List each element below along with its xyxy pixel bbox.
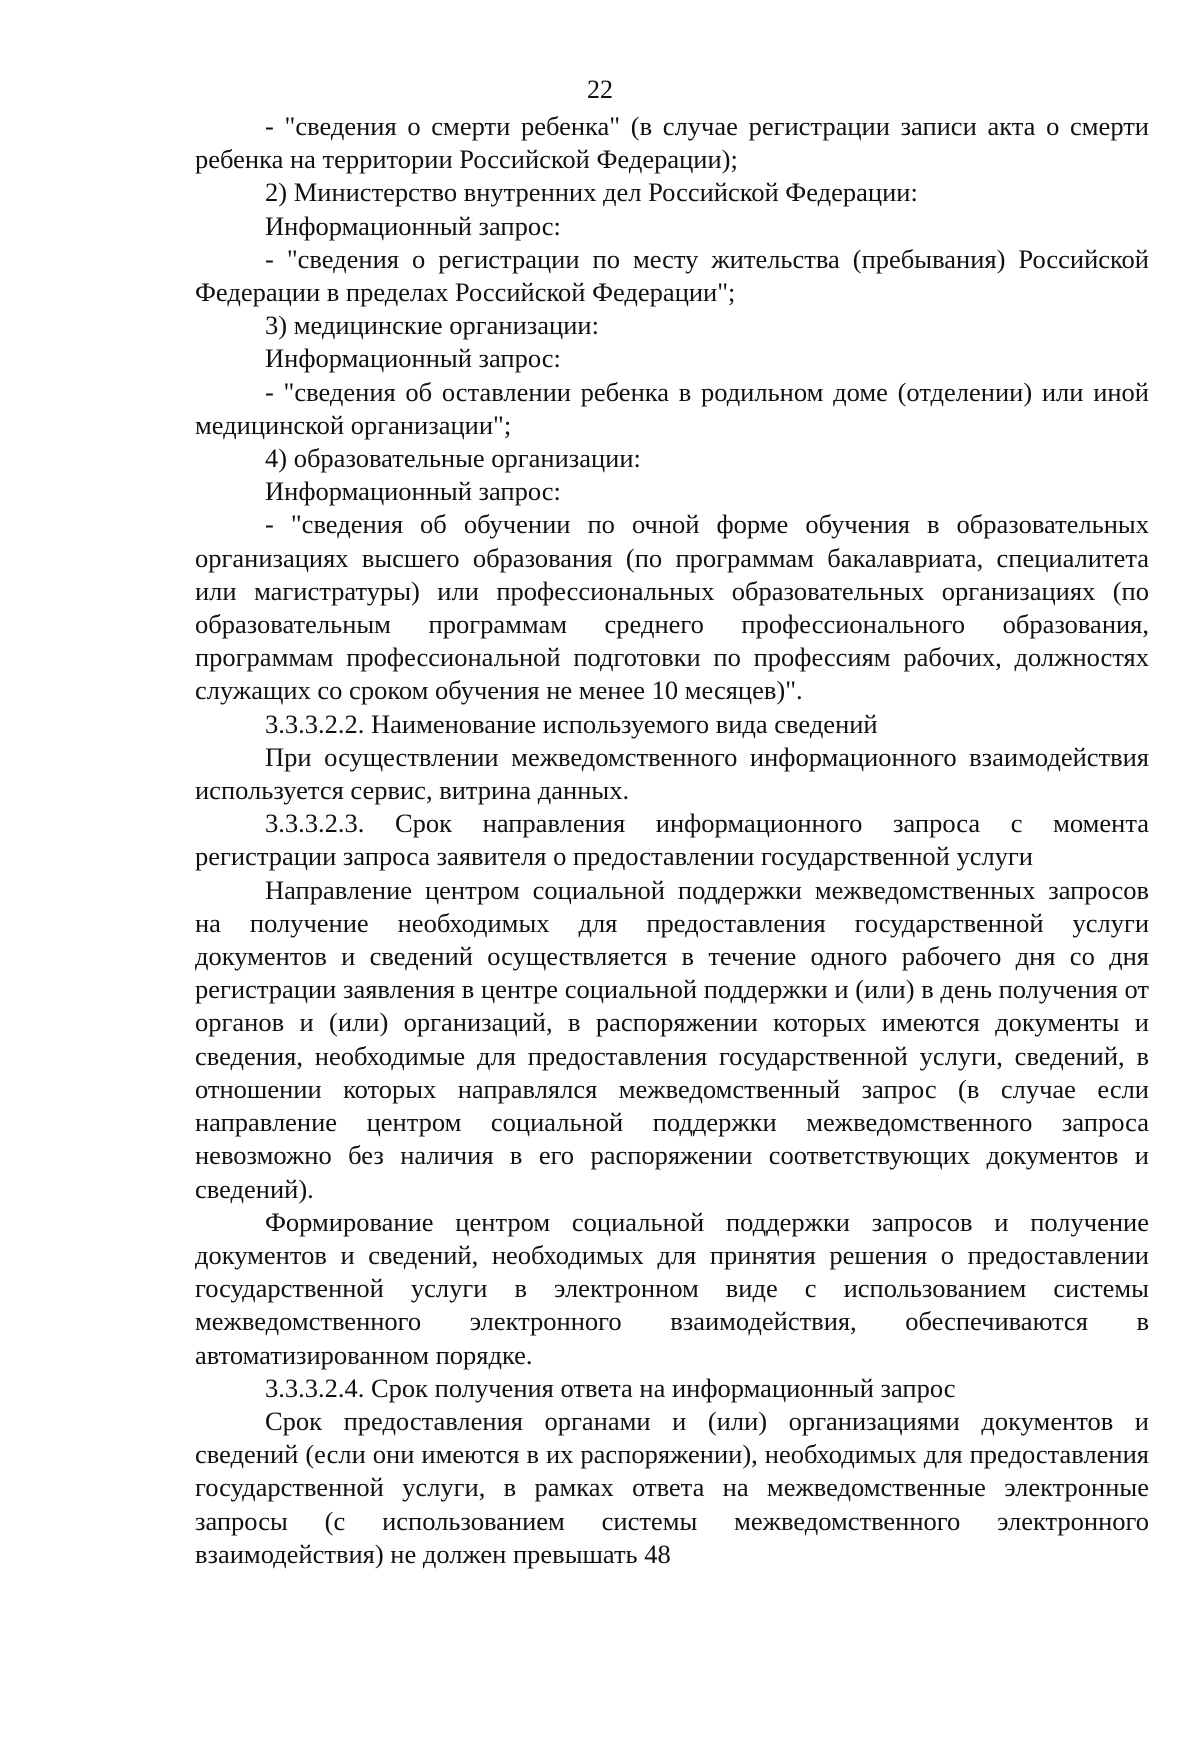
paragraph: Информационный запрос:: [265, 343, 561, 374]
page-number: 22: [587, 75, 613, 104]
paragraph: Информационный запрос:: [265, 210, 561, 241]
paragraph: - "сведения об оставлении ребенка в родильном доме (отделении) или иной медицинской организации";: [195, 376, 1149, 440]
paragraph: 3) медицинские организации:: [265, 310, 599, 341]
paragraph: 2) Министерство внутренних дел Российской Федерации:: [265, 177, 918, 208]
paragraph: - "сведения об обучении по очной форме обучения в образовательных организациях высшего образования (по программам бакалавриата, специалитета или магистратуры) или профессиональных образовательных организациях (по образовательным программам среднего профессионального образования, программам профессиональной подготовки по профессиям рабочих, должностях служащих со сроком обучения не менее 10 месяцев)".: [195, 509, 1149, 706]
paragraph: Направление центром социальной поддержки межведомственных запросов на получение необходимых для предоставления государственной услуги документов и сведений осуществляется в течение одного рабочего дня со дня регистрации заявления в центре социальной поддержки и (или) в день получения от органов и (или) организаций, в распоряжении которых имеются документы и сведения, необходимые для предоставления государственной услуги, сведений, в отношении которых направлялся межведомственный запрос (в случае если направление центром социальной поддержки межведомственного запроса невозможно без наличия в его распоряжении соответствующих документов и сведений).: [195, 874, 1149, 1204]
paragraph: 4) образовательные организации:: [265, 443, 641, 474]
paragraph: - "сведения о регистрации по месту жительства (пребывания) Российской Федерации в пределах Российской Федерации";: [195, 243, 1149, 308]
paragraph: 3.3.3.2.4. Срок получения ответа на информационный запрос: [265, 1372, 956, 1403]
document-body: [195, 110, 1149, 1571]
paragraph: Формирование центром социальной поддержки запросов и получение документов и сведений, необходимых для принятия решения о предоставлении государственной услуги в электронном виде с использованием системы межведомственного электронного взаимодействия, обеспечиваются в автоматизированном порядке.: [195, 1206, 1149, 1370]
paragraph: 3.3.3.2.2. Наименование используемого вида сведений: [265, 708, 878, 739]
paragraph: Срок предоставления органами и (или) организациями документов и сведений (если они имеются в их распоряжении), необходимых для предоставления государственной услуги, в рамках ответа на межведомственные электронные запросы (с использованием системы межведомственного электронного взаимодействия) не должен превышать 48: [195, 1405, 1149, 1569]
paragraph: Информационный запрос:: [265, 476, 561, 507]
paragraph: - "сведения о смерти ребенка" (в случае регистрации записи акта о смерти ребенка на территории Российской Федерации);: [195, 111, 1149, 175]
paragraph: При осуществлении межведомственного информационного взаимодействия используется сервис, витрина данных.: [195, 741, 1149, 806]
paragraph: 3.3.3.2.3. Срок направления информационного запроса с момента регистрации запроса заявителя о предоставлении государственной услуги: [195, 808, 1149, 872]
